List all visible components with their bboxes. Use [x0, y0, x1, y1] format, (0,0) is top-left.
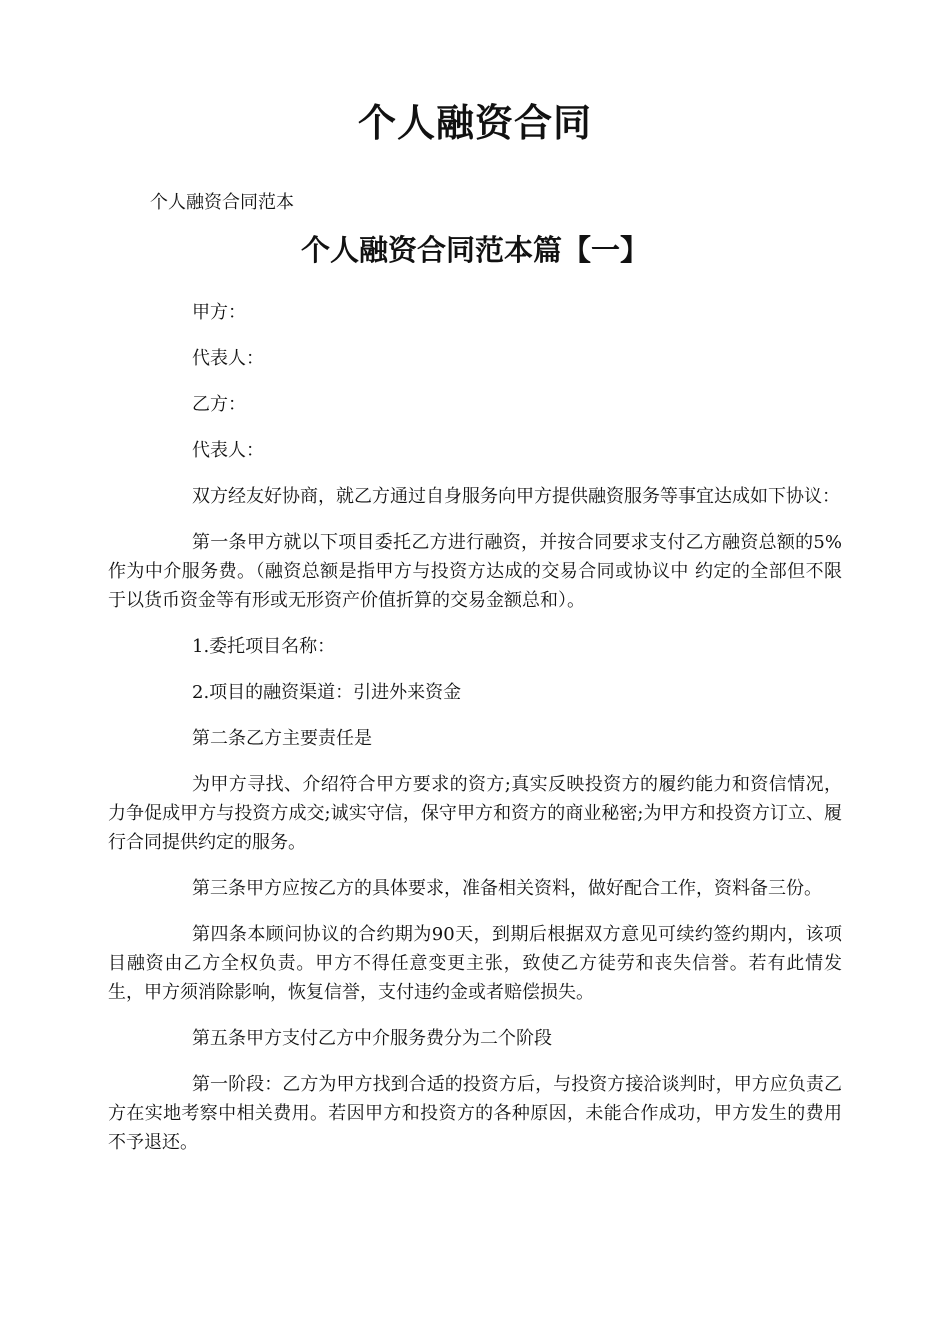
party-b-representative-line: 代表人： [192, 440, 264, 461]
article-1-paragraph: 第一条甲方就以下项目委托乙方进行融资，并按合同要求支付乙方融资总额的5%作为中介服务费。（融资总额是指甲方与投资方达成的交易合同或协议中 约定的全部但不限于以货币资金等有形或无形资产价值折算的交易金额总和）。 [108, 532, 842, 611]
article-3-paragraph: 第三条甲方应按乙方的具体要求，准备相关资料，做好配合工作，资料备三份。 [192, 878, 822, 899]
article-4-paragraph: 第四条本顾问协议的合约期为90天，到期后根据双方意见可续约签约期内，该项目融资由乙方全权负责。甲方不得任意变更主张，致使乙方徒劳和丧失信誉。若有此情发生，甲方须消除影响，恢复信誉，支付违约金或者赔偿损失。 [108, 924, 842, 1003]
section-title: 个人融资合同范本篇【一】 [300, 233, 649, 267]
article-2-paragraph: 为甲方寻找、介绍符合甲方要求的资方;真实反映投资方的履约能力和资信情况，力争促成甲方与投资方成交;诚实守信，保守甲方和资方的商业秘密;为甲方和投资方订立、履行合同提供约定的服务。 [108, 774, 842, 853]
phase-1-paragraph: 第一阶段：乙方为甲方找到合适的投资方后，与投资方接洽谈判时，甲方应负责乙方在实地考察中相关费用。若因甲方和投资方的各种原因，未能合作成功，甲方发生的费用不予退还。 [108, 1074, 842, 1153]
article-5-heading: 第五条甲方支付乙方中介服务费分为二个阶段 [192, 1028, 552, 1049]
party-a-line: 甲方： [192, 302, 246, 323]
party-b-line: 乙方： [192, 394, 246, 415]
preamble-paragraph: 双方经友好协商，就乙方通过自身服务向甲方提供融资服务等事宜达成如下协议： [192, 486, 840, 507]
project-name-item: 1.委托项目名称： [192, 636, 336, 657]
party-a-representative-line: 代表人： [192, 348, 264, 369]
document-body [108, 298, 842, 1174]
article-2-heading: 第二条乙方主要责任是 [192, 728, 372, 749]
financing-channel-item: 2.项目的融资渠道：引进外来资金 [192, 682, 462, 703]
document-title: 个人融资合同 [357, 101, 592, 145]
document-subtitle: 个人融资合同范本 [150, 192, 294, 213]
